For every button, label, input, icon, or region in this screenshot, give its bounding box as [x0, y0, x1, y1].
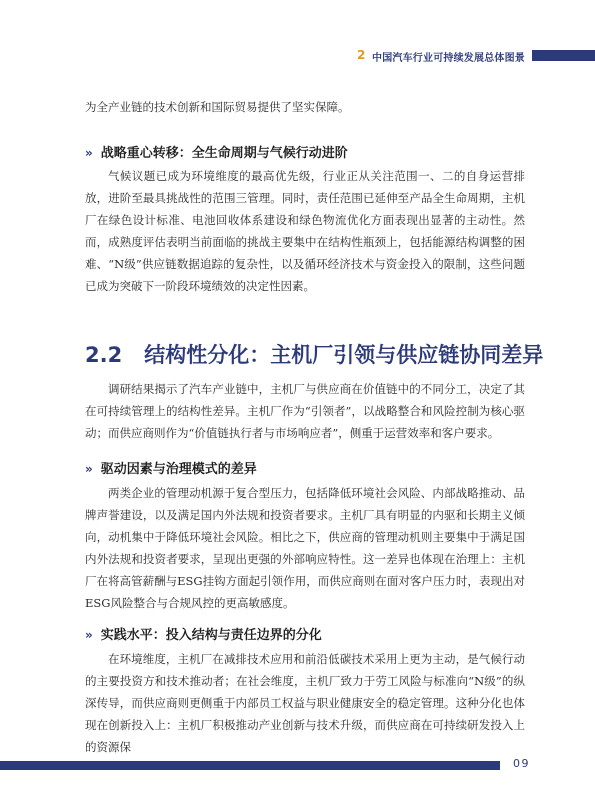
chapter-title: 中国汽车行业可持续发展总体图景 — [372, 53, 525, 64]
chevron-left-icon: ‹ — [492, 757, 497, 771]
subheading-text: 战略重心转移：全生命周期与气候行动进阶 — [100, 146, 348, 161]
subheading-text: 驱动因素与治理模式的差异 — [100, 462, 257, 477]
subheading-strategy-shift — [85, 142, 348, 161]
paragraph-structural-difference: 调研结果揭示了汽车产业链中，主机厂与供应商在价值链中的不同分工，决定了其在可持续管理上的结构性差异。主机厂作为“引领者”，以战略整合和风险控制为核心驱动；而供应商则作为“价值链执行者与市场响应者”，侧重于运营效率和客户要求。 — [85, 382, 525, 440]
chapter-number: 2 — [357, 48, 366, 62]
paragraph-practice-level: 在环境维度，主机厂在减排技术应用和前沿低碳技术采用上更为主动，是气候行动的主要投资方和技术推动者；在社会维度，主机厂致力于劳工风险与标准向“N级”的纵深传导，而供应商则更侧重于内部员工权益与职业健康安全的稳定管理。这种分化也体现在创新投入上：主机厂积极推动产业创新与技术升级，而供应商在可持续研发投入上的资源保 — [85, 652, 525, 754]
page-number: 09 — [513, 757, 530, 770]
section-title-text: 结构性分化：主机厂引领与供应链协同差异 — [144, 343, 544, 367]
chevron-right-icon: » — [85, 462, 93, 476]
subheading-text: 实践水平：投入结构与责任边界的分化 — [100, 628, 322, 643]
section-title — [85, 339, 543, 369]
page-header — [0, 46, 595, 66]
chevron-right-icon: » — [85, 628, 93, 642]
paragraph-strategy-shift: 气候议题已成为环境维度的最高优先级，行业正从关注范围一、二的自身运营排放，进阶至最具挑战性的范围三管理。同时，责任范围已延伸至产品全生命周期，主机厂在绿色设计标准、电池回收体系建设和绿色物流优化方面表现出显著的主动性。然而，成熟度评估表明当前面临的挑战主要集中在结构性瓶颈上，包括能源结构调整的困难、“N级”供应链数据追踪的复杂性，以及循环经济技术与资金投入的限制，这些问题已成为突破下一阶段环境绩效的决定性因素。 — [85, 169, 525, 293]
footer-accent-bar — [0, 761, 500, 770]
paragraph-continuation: 为全产业链的技术创新和国际贸易提供了坚实保障。 — [85, 100, 350, 114]
section-number: 2.2 — [85, 343, 123, 367]
header-accent-bar — [532, 50, 595, 61]
chevron-right-icon: » — [85, 146, 93, 160]
subheading-practice-level — [85, 624, 322, 643]
subheading-drivers — [85, 458, 257, 477]
paragraph-drivers: 两类企业的管理动机源于复合型压力，包括降低环境社会风险、内部战略推动、品牌声誉建设，以及满足国内外法规和投资者要求。主机厂具有明显的内驱和长期主义倾向，动机集中于降低环境社会风险。相比之下，供应商的管理动机则主要集中于满足国内外法规和投资者要求，呈现出更强的外部响应特性。这一差异也体现在治理上：主机厂在将高管薪酬与ESG挂钩方面起引领作用，而供应商则在面对客户压力时，表现出对ESG风险整合与合规风控的更高敏感度。 — [85, 486, 525, 610]
